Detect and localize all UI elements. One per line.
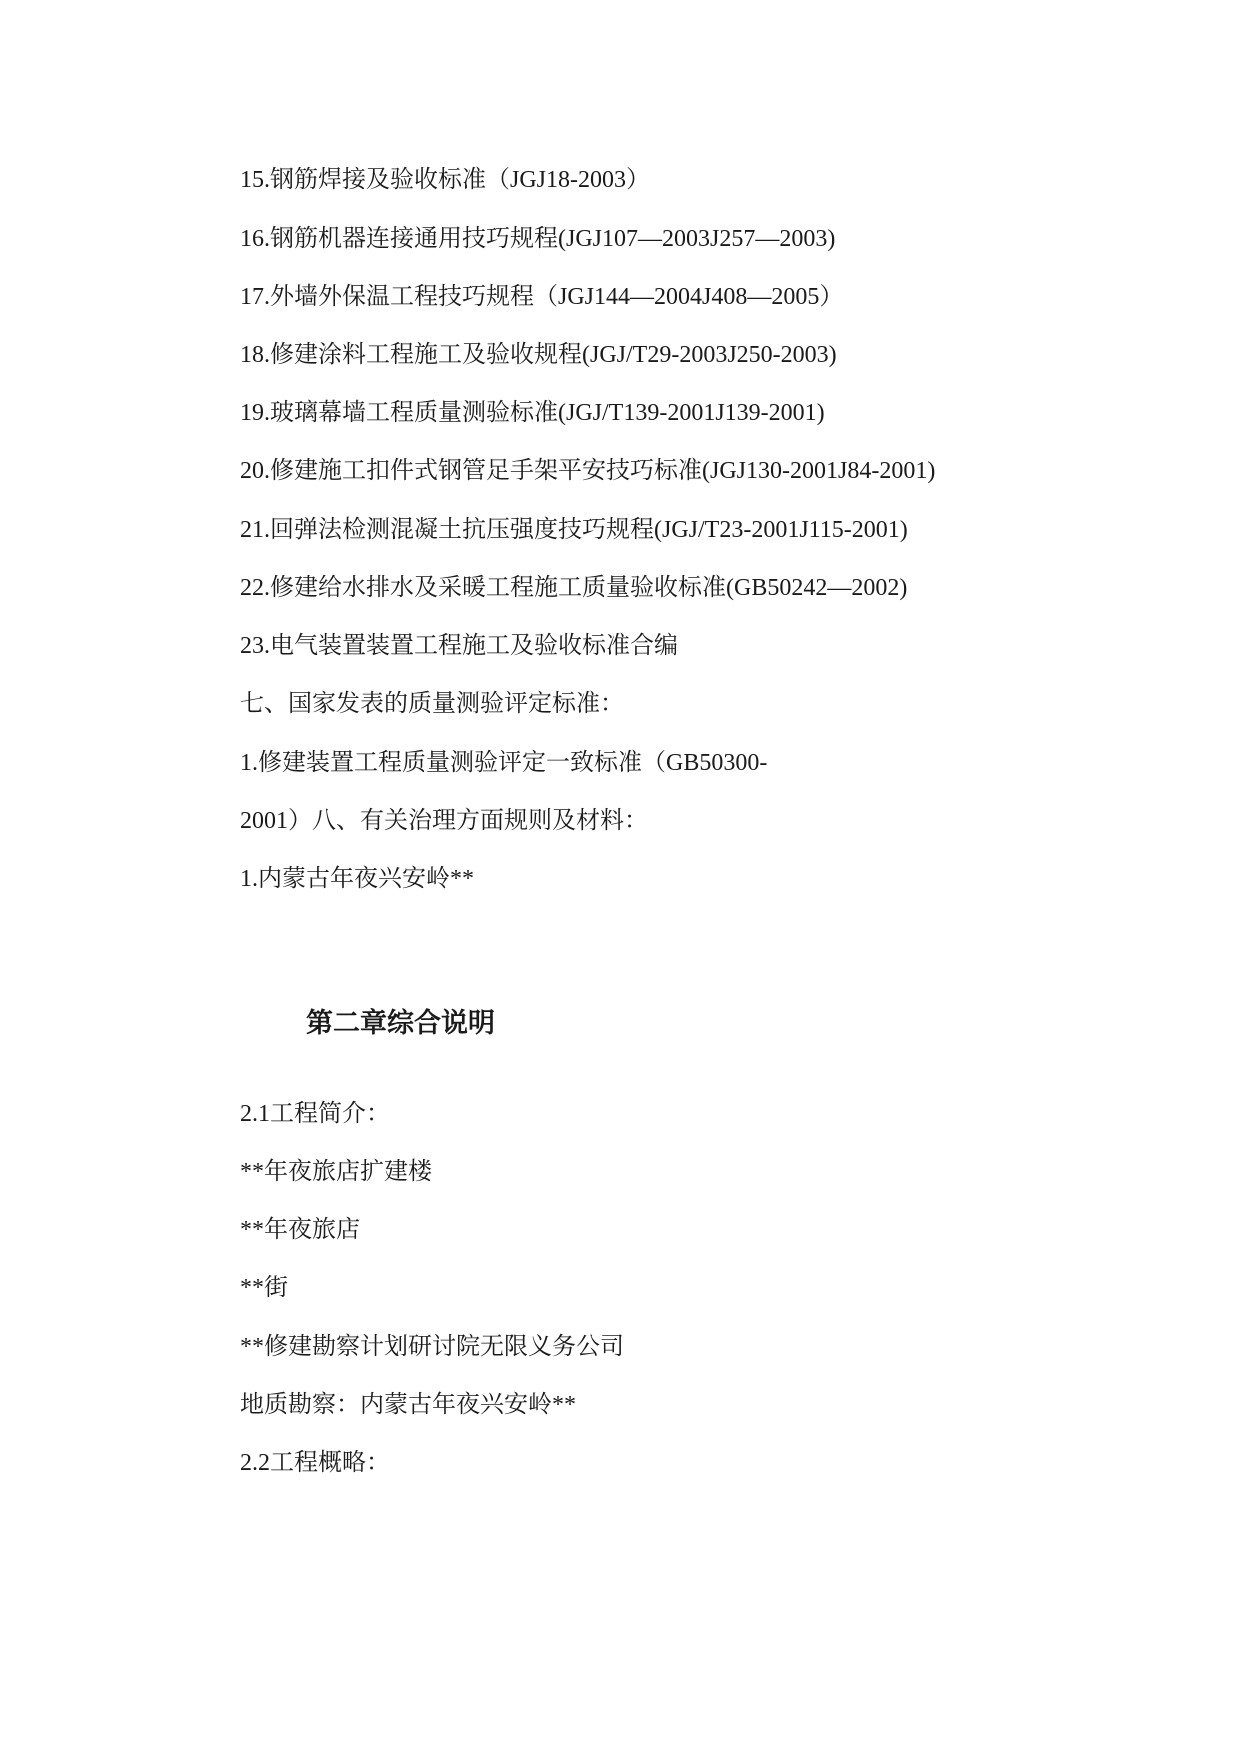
project-intro-heading: 2.1工程简介：: [240, 1101, 390, 1127]
section-7-item-1-line-1: 1.修建装置工程质量测验评定一致标准（GB50300-: [240, 750, 768, 776]
geological-survey: 地质勘察：内蒙古年夜兴安岭**: [240, 1392, 576, 1418]
standard-item-17: 17.外墙外保温工程技巧规程（JGJ144—2004J408—2005）: [240, 284, 844, 310]
section-7-item-1-line-2: 2001）八、有关治理方面规则及材料：: [240, 808, 648, 834]
standard-item-19: 19.玻璃幕墙工程质量测验标准(JGJ/T139-2001J139-2001): [240, 400, 825, 426]
standard-item-23: 23.电气装置装置工程施工及验收标准合编: [240, 633, 678, 659]
design-institute: **修建勘察计划研讨院无限义务公司: [240, 1334, 624, 1360]
standard-item-21: 21.回弹法检测混凝土抗压强度技巧规程(JGJ/T23-2001J115-2001): [240, 517, 908, 543]
section-7-heading: 七、国家发表的质量测验评定标准：: [240, 691, 624, 717]
standard-item-18: 18.修建涂料工程施工及验收规程(JGJ/T29-2003J250-2003): [240, 342, 837, 368]
project-overview-heading: 2.2工程概略：: [240, 1450, 390, 1476]
standard-item-16: 16.钢筋机器连接通用技巧规程(JGJ107—2003J257—2003): [240, 226, 836, 252]
standard-item-20: 20.修建施工扣件式钢管足手架平安技巧标准(JGJ130-2001J84-2001): [240, 458, 936, 484]
project-owner: **年夜旅店: [240, 1217, 360, 1243]
project-name: **年夜旅店扩建楼: [240, 1159, 432, 1185]
standard-item-15: 15.钢筋焊接及验收标准（JGJ18-2003）: [240, 167, 651, 193]
project-location: **街: [240, 1275, 288, 1301]
regulation-item-1: 1.内蒙古年夜兴安岭**: [240, 866, 474, 892]
chapter-title: 第二章综合说明: [306, 1008, 495, 1039]
standard-item-22: 22.修建给水排水及采暖工程施工质量验收标准(GB50242—2002): [240, 575, 908, 601]
